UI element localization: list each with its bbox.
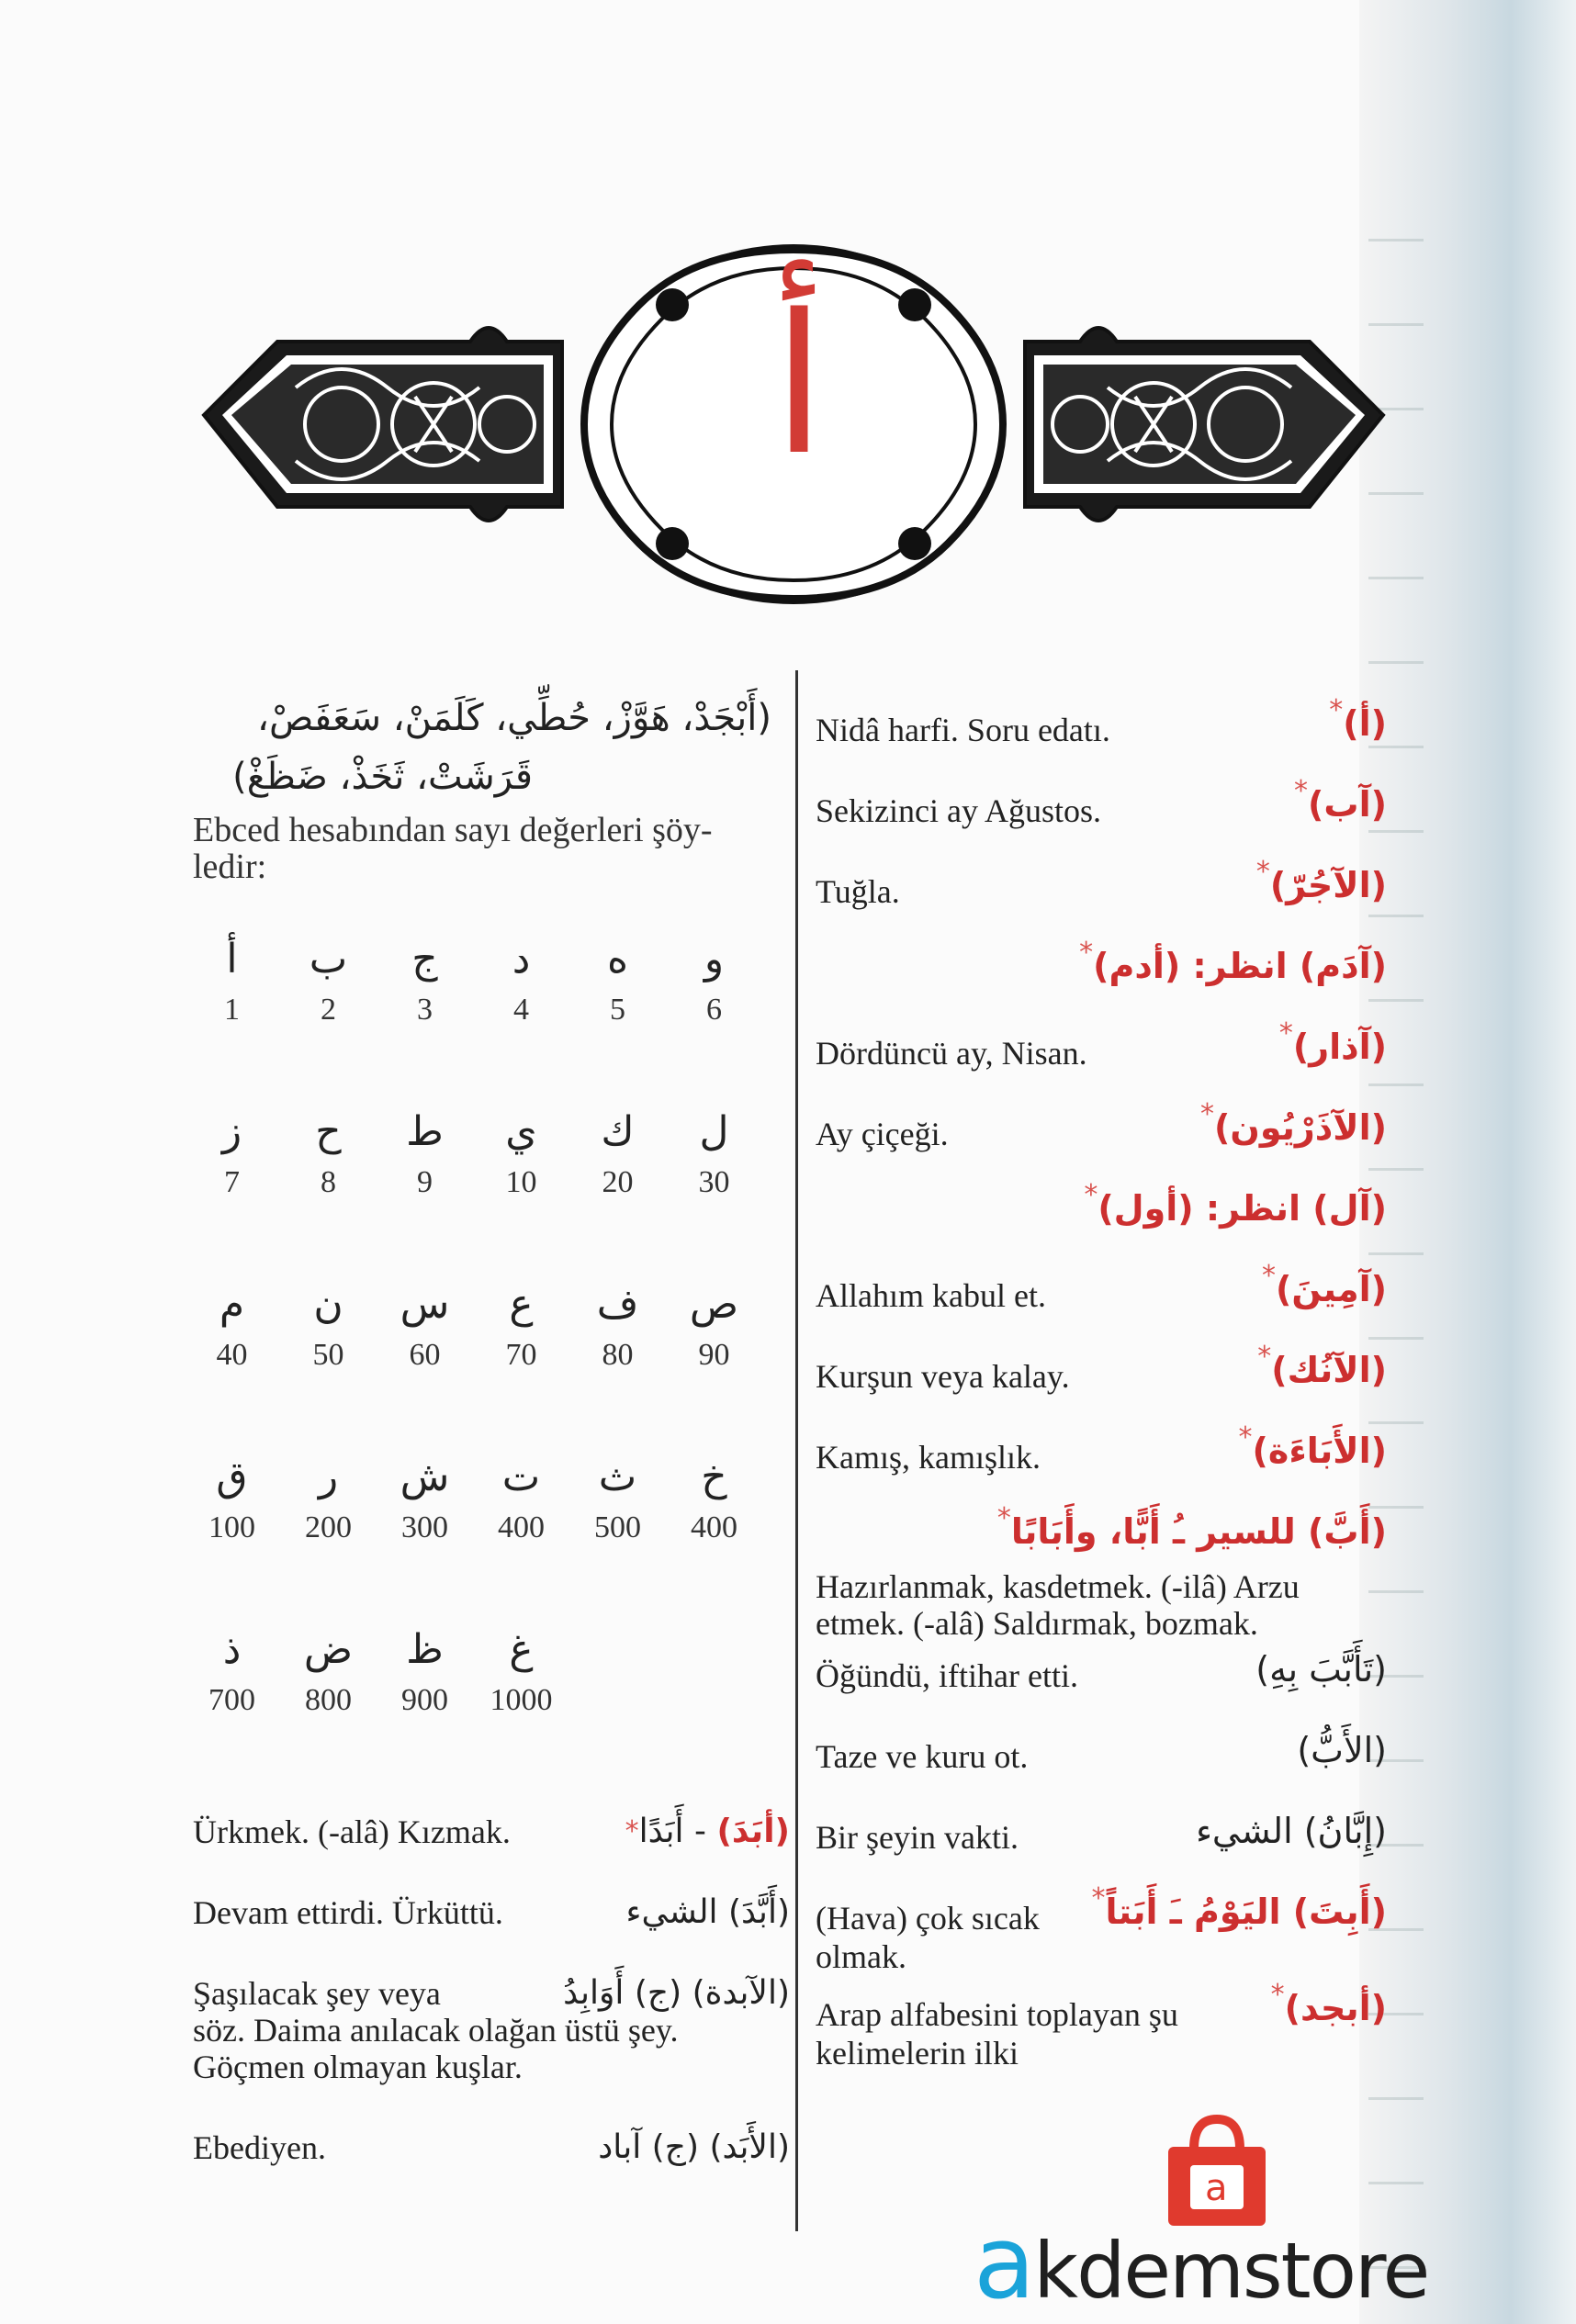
headword: (آب) <box>1308 784 1387 825</box>
entry-translation: Nidâ harfi. Soru edatı. <box>816 712 1110 748</box>
abjad-value: 10 <box>505 1165 537 1199</box>
abjad-letters-row <box>184 1273 771 1337</box>
abjad-value: 40 <box>216 1338 248 1372</box>
abjad-letter: ف <box>596 1281 639 1328</box>
entry-abada: (أبَدَ) - أَبَدًا* Ürkmek. (-alâ) Kızmak. <box>193 1813 790 1850</box>
headword: (آمِينَ) <box>1276 1269 1387 1309</box>
entry-translation: Arap alfabesini toplayan şu <box>816 1996 1178 2033</box>
abjad-letter: ك <box>601 1108 635 1155</box>
abjad-value: 20 <box>602 1165 634 1199</box>
abjad-letter: ق <box>216 1454 248 1500</box>
abjad-letter: غ <box>509 1626 534 1673</box>
abjad-letter: ع <box>509 1281 534 1328</box>
column-divider <box>795 670 798 2231</box>
abjad-letter: و <box>704 936 725 982</box>
headword: (آدَم) انظر: (أدم) <box>1093 946 1387 986</box>
entry-translation: Ebediyen. <box>193 2129 326 2166</box>
abjad-letter <box>569 1618 666 1682</box>
entry-translation: (Hava) çok sıcak <box>816 1900 1040 1937</box>
entry-abbada: (أَبَّدَ) الشيء Devam ettirdi. Ürküttü. <box>193 1893 790 1931</box>
dictionary-entry <box>816 1098 1387 1183</box>
star-icon: * <box>1262 1260 1276 1292</box>
akdemstore-logo <box>974 2112 1451 2321</box>
star-icon: * <box>1329 694 1344 726</box>
abjad-value: 500 <box>594 1510 641 1544</box>
abjad-letter: ز <box>221 1108 242 1155</box>
abjad-words-line2: قَرَشَتْ، ثَخَذْ، ضَظَغْ) <box>232 756 533 798</box>
abjad-letter: ر <box>318 1454 339 1500</box>
dictionary-entry <box>816 694 1387 779</box>
abjad-letter: ث <box>598 1454 637 1500</box>
abjad-letters-row <box>184 1618 771 1682</box>
abjad-value: 70 <box>505 1338 537 1372</box>
abjad-value: 1 <box>224 993 240 1027</box>
star-icon: * <box>1200 1098 1215 1130</box>
abjad-value: 90 <box>698 1338 730 1372</box>
headword: (أَبِتَ) اليَوْمُ ـَ أَبَتاً <box>1105 1892 1387 1932</box>
star-icon: * <box>625 1815 639 1847</box>
abjad-value: 9 <box>417 1165 433 1199</box>
dictionary-entry <box>816 1421 1387 1506</box>
abjad-words-line1: (أَبْجَدْ، هَوَّزْ، حُطِّي، كَلَمَنْ، سَعَفَصْ، <box>257 697 771 739</box>
section-letter: أ <box>771 273 827 498</box>
headword: (الأَبُّ) <box>1297 1730 1387 1770</box>
abjad-value: 700 <box>208 1683 255 1717</box>
abjad-value: 200 <box>305 1510 352 1544</box>
star-icon: * <box>1278 1017 1293 1050</box>
abjad-value: 30 <box>698 1165 730 1199</box>
abjad-value: 1000 <box>490 1683 553 1717</box>
abjad-value: 4 <box>513 993 529 1027</box>
abjad-value: 400 <box>498 1510 545 1544</box>
abjad-letter: ت <box>501 1454 541 1500</box>
entry-al-abad: (الأَبَد) (ج) آباد Ebediyen. <box>193 2128 790 2166</box>
dictionary-entry <box>816 1724 1387 1805</box>
abjad-value: 50 <box>312 1338 344 1372</box>
abjad-table <box>184 927 771 1791</box>
star-icon: * <box>1084 1179 1098 1211</box>
abjad-letter: ح <box>315 1108 342 1155</box>
abjad-letter: ج <box>411 936 438 982</box>
star-icon: * <box>1091 1882 1106 1914</box>
dictionary-entry <box>816 1341 1387 1425</box>
entry-translation: Kamış, kamışlık. <box>816 1439 1041 1476</box>
abjad-letter: ن <box>313 1281 343 1328</box>
abjad-letter: د <box>512 936 531 982</box>
abjad-letter: ص <box>689 1281 739 1328</box>
abjad-values-row <box>184 992 771 1100</box>
abjad-value: 80 <box>602 1338 634 1372</box>
headword: (الآنُك) <box>1271 1350 1387 1390</box>
dictionary-entry <box>816 1017 1387 1102</box>
headword: (آذار) <box>1292 1027 1387 1067</box>
dictionary-entry <box>816 1644 1387 1724</box>
entry-translation: Şaşılacak şey veya <box>193 1975 441 2012</box>
abjad-letter: ل <box>699 1108 729 1155</box>
entry-translation: Ay çiçeği. <box>816 1116 949 1152</box>
dictionary-entry <box>816 856 1387 940</box>
dictionary-entry <box>816 1882 1387 1982</box>
abjad-value: 400 <box>691 1510 737 1544</box>
entry-translation-cont: kelimelerin ilki <box>816 2035 1019 2071</box>
entry-al-abida: (الآبدة) (ج) أَوَابِدُ Şaşılacak şey veya söz. Daima anılacak olağan üstü şey. Göçmen olmayan kuşlar. <box>193 1974 790 2085</box>
right-entries <box>816 694 1387 2079</box>
abjad-intro-text: Ebced hesabından sayı değerleri şöy-ledir: <box>193 811 713 886</box>
abjad-value: 100 <box>208 1510 255 1544</box>
abjad-values-row <box>184 1682 771 1791</box>
logo-wordmark: akdemstore <box>974 2204 1429 2321</box>
headword: (تَأَبَّبَ بِهِ) <box>1255 1649 1387 1690</box>
star-icon: * <box>1294 775 1309 807</box>
abjad-value <box>569 1682 666 1791</box>
abjad-value: 800 <box>305 1683 352 1717</box>
abjad-letter: س <box>400 1281 450 1328</box>
abjad-value <box>666 1682 762 1791</box>
abjad-values-row <box>184 1337 771 1445</box>
abjad-intro <box>193 689 771 885</box>
abjad-letter: خ <box>701 1454 727 1500</box>
abjad-value: 3 <box>417 993 433 1027</box>
abjad-value: 8 <box>321 1165 336 1199</box>
abjad-letter: ش <box>400 1454 450 1500</box>
abjad-value: 7 <box>224 1165 240 1199</box>
entry-translation: Tuğla. <box>816 873 900 910</box>
abjad-value: 300 <box>401 1510 448 1544</box>
headword: (أ) <box>1343 703 1387 744</box>
headword: (الآجُرّ) <box>1269 865 1387 905</box>
dictionary-entry <box>816 1502 1387 1644</box>
entry-translation: Öğündü, iftihar etti. <box>816 1657 1078 1694</box>
abjad-letters-row <box>184 1445 771 1510</box>
abjad-value: 2 <box>321 993 336 1027</box>
entry-translation: Sekizinci ay Ağustos. <box>816 792 1101 829</box>
headword: (أبجد) <box>1284 1988 1387 2028</box>
entry-translation: Dördüncü ay, Nisan. <box>816 1035 1087 1072</box>
abjad-letter: ب <box>309 936 348 982</box>
star-icon: * <box>996 1502 1011 1534</box>
headword: (أَبَّ) للسير ـُ أَبًّا، وأَبَابًا <box>1010 1511 1387 1552</box>
star-icon: * <box>1257 1341 1272 1373</box>
abjad-value: 5 <box>610 993 625 1027</box>
dictionary-entry <box>816 775 1387 859</box>
entry-translation-cont: söz. Daima anılacak olağan üstü şey. Göçmen olmayan kuşlar. <box>193 2012 679 2085</box>
dictionary-entry <box>816 1979 1387 2079</box>
entry-translation: Allahım kabul et. <box>816 1277 1046 1314</box>
abjad-values-row <box>184 1510 771 1618</box>
entry-translation: Bir şeyin vakti. <box>816 1819 1019 1856</box>
star-icon: * <box>1079 937 1094 969</box>
left-entries <box>193 1813 790 2210</box>
headword: (الأَبَاءَة) <box>1252 1431 1387 1471</box>
abjad-value: 6 <box>706 993 722 1027</box>
abjad-value: 900 <box>401 1683 448 1717</box>
headword: (الآذَرْيُون) <box>1214 1107 1387 1148</box>
dictionary-entry <box>816 1260 1387 1344</box>
star-icon: * <box>1270 1979 1285 2011</box>
entry-translation: Taze ve kuru ot. <box>816 1738 1029 1775</box>
headword: (آل) انظر: (أول) <box>1098 1188 1387 1229</box>
logo-bag-letter: a <box>1205 2167 1228 2209</box>
entry-translation: Kurşun veya kalay. <box>816 1358 1070 1395</box>
abjad-letter: ض <box>303 1626 354 1673</box>
entry-translation: Devam ettirdi. Ürküttü. <box>193 1894 503 1931</box>
abjad-letters-row <box>184 927 771 992</box>
abjad-letter: ط <box>406 1108 444 1155</box>
dictionary-entry <box>816 937 1387 1021</box>
abjad-letter: أ <box>226 936 238 982</box>
headword: (أبَدَ) <box>716 1813 790 1850</box>
dictionary-entry <box>816 1179 1387 1263</box>
abjad-letter: ذ <box>222 1626 242 1673</box>
abjad-value: 60 <box>409 1338 441 1372</box>
abjad-letter <box>666 1618 762 1682</box>
abjad-letter: ه <box>606 936 629 982</box>
abjad-letters-row <box>184 1100 771 1164</box>
entry-translation-cont: olmak. <box>816 1938 906 1975</box>
star-icon: * <box>1255 856 1270 888</box>
star-icon: * <box>1238 1421 1253 1454</box>
abjad-letter: ظ <box>406 1626 444 1673</box>
abjad-letter: ي <box>505 1108 537 1155</box>
entry-translation: Hazırlanmak, kasdetmek. (-ilâ) Arzu etmek. (-alâ) Saldırmak, bozmak. <box>816 1568 1300 1642</box>
headword: (إِبَّانُ) الشيء <box>1196 1811 1387 1851</box>
dictionary-entry <box>816 1805 1387 1886</box>
abjad-letter: م <box>219 1281 245 1328</box>
abjad-values-row <box>184 1164 771 1273</box>
entry-translation: Ürkmek. (-alâ) Kızmak. <box>193 1813 511 1850</box>
